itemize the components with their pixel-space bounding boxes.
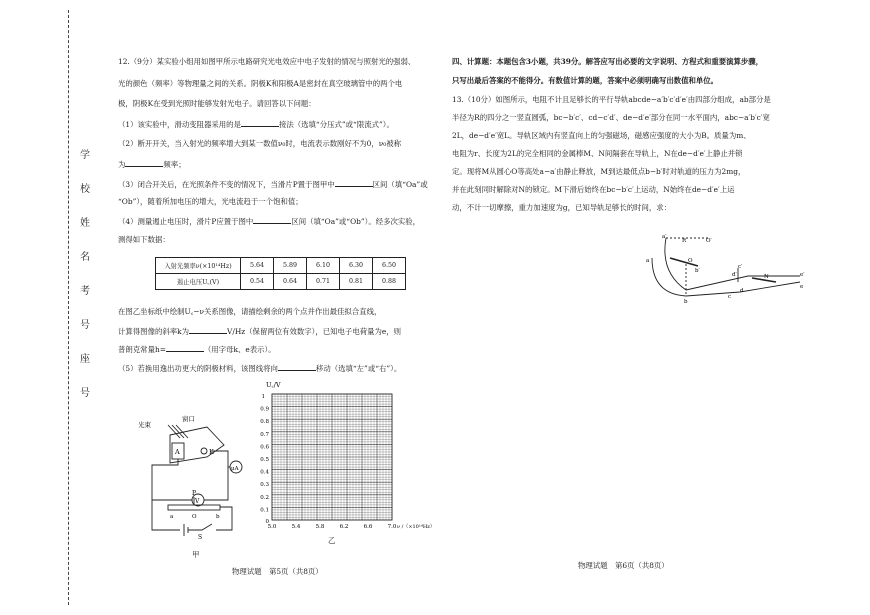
answer-blank[interactable]: [125, 158, 163, 167]
xtick: 7.0: [387, 524, 397, 530]
binding-char: 座: [80, 354, 90, 365]
label-uA: μA: [231, 466, 239, 472]
q12-part-4b: 测得如下数据：: [118, 235, 170, 244]
q12-part-4a-text: （4）测量遏止电压时，滑片P应置于图中: [118, 217, 254, 226]
binding-char: 学: [80, 150, 90, 161]
ytick: 0.3: [260, 482, 269, 489]
q12-part-1: [118, 118, 394, 131]
origin-label: 0: [265, 519, 269, 525]
binding-line: [68, 10, 69, 605]
label-b: b: [684, 299, 688, 305]
table-cell: 5.64: [241, 258, 274, 274]
q12-line-3: 极，阴极K在受到光照时能够发射光电子。请回答以下问题：: [118, 99, 316, 108]
label-A: A: [175, 448, 180, 456]
answer-blank[interactable]: [335, 178, 373, 187]
q12-part-6: [118, 362, 401, 375]
ytick: 0.6: [260, 444, 269, 451]
label-O1: O′: [706, 238, 712, 244]
q12-line-2: 光的颜色（频率）等物理量之间的关系。阴极K和阳极A是密封在真空玻璃管中的两个电: [118, 79, 403, 88]
label-c: c: [728, 294, 732, 300]
phototube: [170, 427, 224, 463]
q13-line: 电阻为r、长度为2L的完全相同的金属棒M、N间隔套在导轨上，N在de−d′e′上静止并锁: [452, 149, 743, 158]
page-footer-right: 物理试题 第6页（共8页）: [578, 561, 669, 570]
section-note: 只写出最后答案的不能得分。有数值计算的题，答案中必须明确写出数值和单位。: [452, 76, 719, 85]
circuit-diagram: [132, 405, 250, 545]
table-row-label: 遏止电压U꜀(V): [156, 274, 241, 290]
graph-grid-paper: [252, 378, 435, 538]
label-c1: c′: [738, 264, 743, 270]
arc-back: [665, 238, 686, 290]
wire-left: [152, 459, 192, 500]
table-row: [156, 274, 406, 290]
answer-blank[interactable]: [253, 215, 291, 224]
table-cell: 5.89: [274, 258, 307, 274]
ytick: 1: [261, 394, 265, 400]
q12-part-5c: [118, 343, 276, 356]
xtick: 5.8: [315, 524, 325, 530]
q12-part-3a-text-end: 区间（填“Oa”或: [372, 180, 428, 189]
ytick: 0.4: [260, 469, 269, 476]
xtick: 6.2: [339, 524, 349, 530]
q12-part-4a-text-end: 区间（填“Oa”或“Ob”）。经多次实验，: [291, 217, 421, 226]
label-R: R: [682, 238, 687, 244]
q13-line: 定。现将M从圆心O等高处a−a′由静止释放，M到达最低点b−b′时对轨道的压力为2mg，: [452, 167, 746, 176]
label-a: a: [170, 514, 174, 520]
q12-part-3b: “Ob”），随着所加电压的增大，光电流趋于一个饱和值；: [118, 197, 303, 206]
binding-char: 姓: [80, 218, 90, 229]
answer-blank[interactable]: [166, 343, 204, 352]
label-b1: b′: [695, 268, 700, 274]
q12-part-5c-text-end: （用字母k、e表示）。: [203, 345, 276, 354]
label-O: O: [688, 258, 693, 264]
battery: [184, 524, 188, 536]
q12-part-5b-text: 计算得图像的斜率k为: [118, 327, 189, 336]
ytick: 0.5: [260, 457, 269, 463]
figure-caption-yi: 乙: [328, 536, 336, 545]
table-cell: 0.81: [340, 274, 373, 290]
switch: [188, 524, 212, 530]
table-cell: 0.64: [274, 274, 307, 290]
q12-part-2b-text-end: 频率；: [163, 160, 186, 169]
label-S: S: [198, 534, 203, 541]
q13-line: 动，不计一切摩擦，重力加速度为g，已知导轨足够长的时间，求：: [452, 203, 672, 212]
ytick: 0.8: [260, 419, 269, 426]
binding-char: 名: [80, 252, 90, 263]
graph-grid: [272, 394, 392, 520]
answer-blank[interactable]: [278, 362, 316, 371]
q12-part-3a: [118, 178, 428, 191]
binding-char: 考: [80, 286, 90, 297]
label-O: O: [192, 514, 197, 520]
q12-part-2a: （2）断开开关，当入射光的频率增大到某一数值ν₀时，电流表示数刚好不为0，ν₀被称: [118, 139, 401, 148]
graph-ylabel: U꜀/V: [266, 381, 281, 389]
table-cell: 0.71: [307, 274, 340, 290]
table-cell: 6.30: [340, 258, 373, 274]
q13-line: 13.（10分）如图所示，电阻不计且足够长的平行导轨abcde−a′b′c′d′e′由四部分组成，ab部分是: [452, 95, 771, 104]
label-P: P: [192, 490, 197, 497]
q12-part-1-text: （1）该实验中，滑动变阻器采用的是: [118, 120, 241, 129]
label-V: V: [195, 498, 200, 505]
label-N: N: [764, 274, 769, 280]
ytick: 0.2: [260, 494, 269, 501]
wire-bottom-left: [152, 500, 180, 530]
xtick: 6.6: [363, 524, 373, 530]
label-a1: a′: [662, 234, 667, 240]
q12-part-5b: [118, 325, 401, 338]
q12-part-3a-text: （3）闭合开关后，在光照条件不变的情况下，当滑片P置于图甲中: [118, 180, 335, 189]
q12-line-1: 12.（9分）某实验小组用如图甲所示电路研究光电效应中电子发射的情况与照射光的强弱、: [118, 57, 416, 66]
q13-line: 2L，de−d′e′宽L。导轨区域内有竖直向上的匀强磁场，磁感应强度的大小为B。质量为m、: [452, 131, 751, 140]
wire-right: [204, 451, 228, 500]
answer-blank[interactable]: [241, 118, 279, 127]
q12-part-1-text-end: 接法（选填“分压式”或“限流式”）。: [278, 120, 394, 129]
figure-caption-jia: 甲: [192, 550, 200, 559]
q12-part-5a: 在图乙坐标纸中绘制U꜀−ν关系图像，请描绘剩余的两个点并作出最佳拟合直线，: [118, 307, 382, 316]
label-d1: d′: [732, 272, 737, 278]
q12-part-2b: [118, 158, 186, 171]
label-e: e: [800, 284, 804, 290]
binding-char: 号: [80, 388, 90, 399]
label-e1: e′: [800, 272, 805, 278]
section-title: 四、计算题：本题包含3小题，共39分。解答应写出必要的文字说明、方程式和重要演算步骤，: [452, 57, 764, 66]
q12-part-6-text-end: 移动（选填“左”或“右”）。: [315, 364, 402, 373]
q12-part-2b-text: 为: [118, 160, 126, 169]
label-b: b: [216, 514, 220, 520]
binding-margin-labels: [78, 150, 92, 422]
xtick: 5.4: [291, 524, 301, 530]
label-d: d: [740, 288, 744, 294]
page-footer-left: 物理试题 第5页（共8页）: [232, 567, 323, 576]
table-cell: 6.50: [373, 258, 406, 274]
q12-part-4a: [118, 215, 420, 228]
graph-xlabel: ν /（×10¹⁴Hz）: [397, 524, 435, 530]
table-row: [156, 258, 406, 274]
q12-part-5b-text-end: V/Hz（保留两位有效数字），已知电子电荷量为e，则: [227, 327, 402, 336]
ytick: 0.1: [260, 507, 269, 514]
answer-blank[interactable]: [189, 325, 227, 334]
binding-char: 号: [80, 320, 90, 331]
ytick: 0.7: [260, 431, 269, 438]
table-cell: 0.54: [241, 274, 274, 290]
binding-char: 校: [80, 184, 90, 195]
table-cell: 0.88: [373, 274, 406, 290]
label-window: 窗口: [182, 415, 195, 423]
label-a: a: [646, 258, 650, 264]
table-cell: 6.10: [307, 258, 340, 274]
q12-part-6-text: （5）若换用逸出功更大的阴极材料，该图线将向: [118, 364, 278, 373]
q13-line: 半径为R的四分之一竖直圆弧，bc−b′c′、cd−c′d′、de−d′e′部分在同一水平面内，abc−a′b′c′宽: [452, 113, 770, 122]
rod-M: [670, 258, 698, 266]
ytick: 0.9: [260, 406, 269, 413]
label-K: K: [209, 448, 214, 456]
rheostat: [168, 505, 220, 510]
label-light: 光束: [138, 421, 151, 429]
table-row-label: 入射光频率ν(×10¹⁴Hz): [156, 258, 241, 274]
arc-front: [652, 258, 686, 296]
q13-line: 并在此刻同时解除对N的锁定。M下滑后始终在bc−b′c′上运动，N始终在de−d′e′上运: [452, 185, 735, 194]
rail-diagram: [640, 232, 812, 304]
data-table: [155, 257, 406, 290]
q12-part-5c-text: 普朗克常量h=: [118, 345, 166, 354]
xtick: 5.0: [267, 524, 277, 530]
